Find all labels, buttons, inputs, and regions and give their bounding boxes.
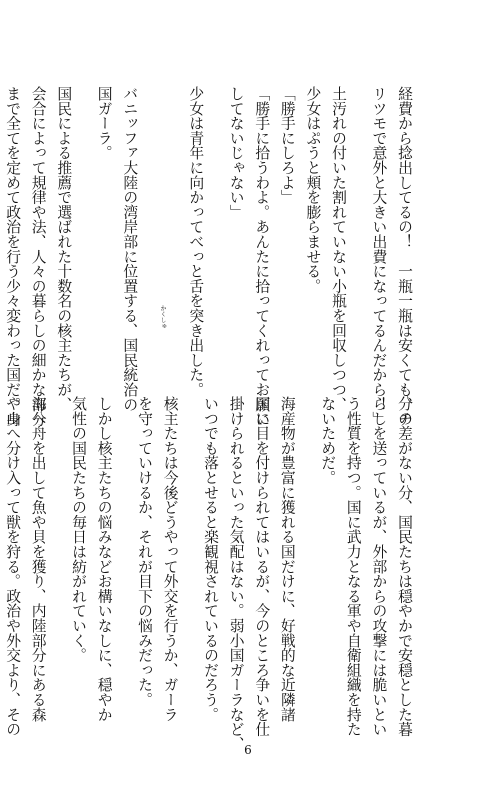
- text-line: 海産物が豊富に獲れる国だけに、好戦的な近隣諸: [278, 396, 296, 722]
- text-line: 少女はぷうと頬を膨らませる。: [304, 86, 322, 294]
- text-line: ないためだ。: [319, 396, 337, 485]
- text-line: いつでも落とせると楽観視されているのだろう。: [202, 396, 220, 722]
- text-line: まで全てを定めて政治を行う少々変わった国だ。身: [4, 86, 22, 427]
- text-line: 会合によって規律や法、人々の暮らしの細かな部分: [29, 86, 47, 427]
- text-line: 「勝手にしろよ」: [278, 86, 296, 205]
- text-line: 少女は青年に向かってべっと舌を突き出した。: [187, 86, 205, 397]
- text-line: 国ガーラ。: [95, 86, 113, 160]
- text-line: 海へ舟を出して魚や貝を獲り、内陸部分にある森: [29, 396, 47, 722]
- furigana-kakushu: かくしゅ: [159, 305, 166, 329]
- text-line: しかし核主たちの悩みなどお構いなしに、穏やか: [95, 396, 113, 722]
- text-block-bottom: [4, 396, 417, 752]
- text-block-top: [4, 86, 417, 427]
- text-line: 土汚れの付いた割れていない小瓶を回収しつつ、: [330, 86, 348, 412]
- text-line: や山へ分け入って獣を狩る。政治や外交より、その: [4, 396, 22, 737]
- text-line: 国民による推薦で選ばれた十数名の核主たちが、: [55, 86, 73, 412]
- text-line: バニッファ大陸の湾岸部に位置する、国民統治の: [121, 86, 139, 412]
- text-line: 国に目を付けられてはいるが、今のところ争いを仕: [253, 396, 271, 737]
- text-line: 核主たちは今後どうやって外交を行うか、ガーラ: [161, 396, 179, 722]
- text-line: 気性の国民たちの毎日は紡がれていく。: [70, 396, 88, 663]
- text-line: を守っていけるか、それが目下の悩みだった。: [136, 396, 154, 707]
- text-line: 掛けられるといった気配はない。弱小国ガーラなど、: [227, 396, 245, 752]
- text-line: してないじゃない」: [227, 86, 245, 220]
- text-line: リツモで意外と大きい出費になってるんだから！」: [370, 86, 388, 427]
- page-number: 6: [244, 743, 252, 757]
- text-line: らしを送っているが、外部からの攻撃には脆いとい: [370, 396, 388, 737]
- text-line: う性質を持つ。国に武力となる軍や自衛組織を持た: [344, 396, 362, 737]
- text-line: 「勝手に拾うわよ。あんたに拾ってくれってお願い: [253, 86, 271, 427]
- text-line: 分の差がない分、国民たちは穏やかで安穏とした暮: [396, 396, 413, 737]
- text-line: 経費から捻出してるの！ 一瓶一瓶は安くても、チ: [396, 86, 413, 427]
